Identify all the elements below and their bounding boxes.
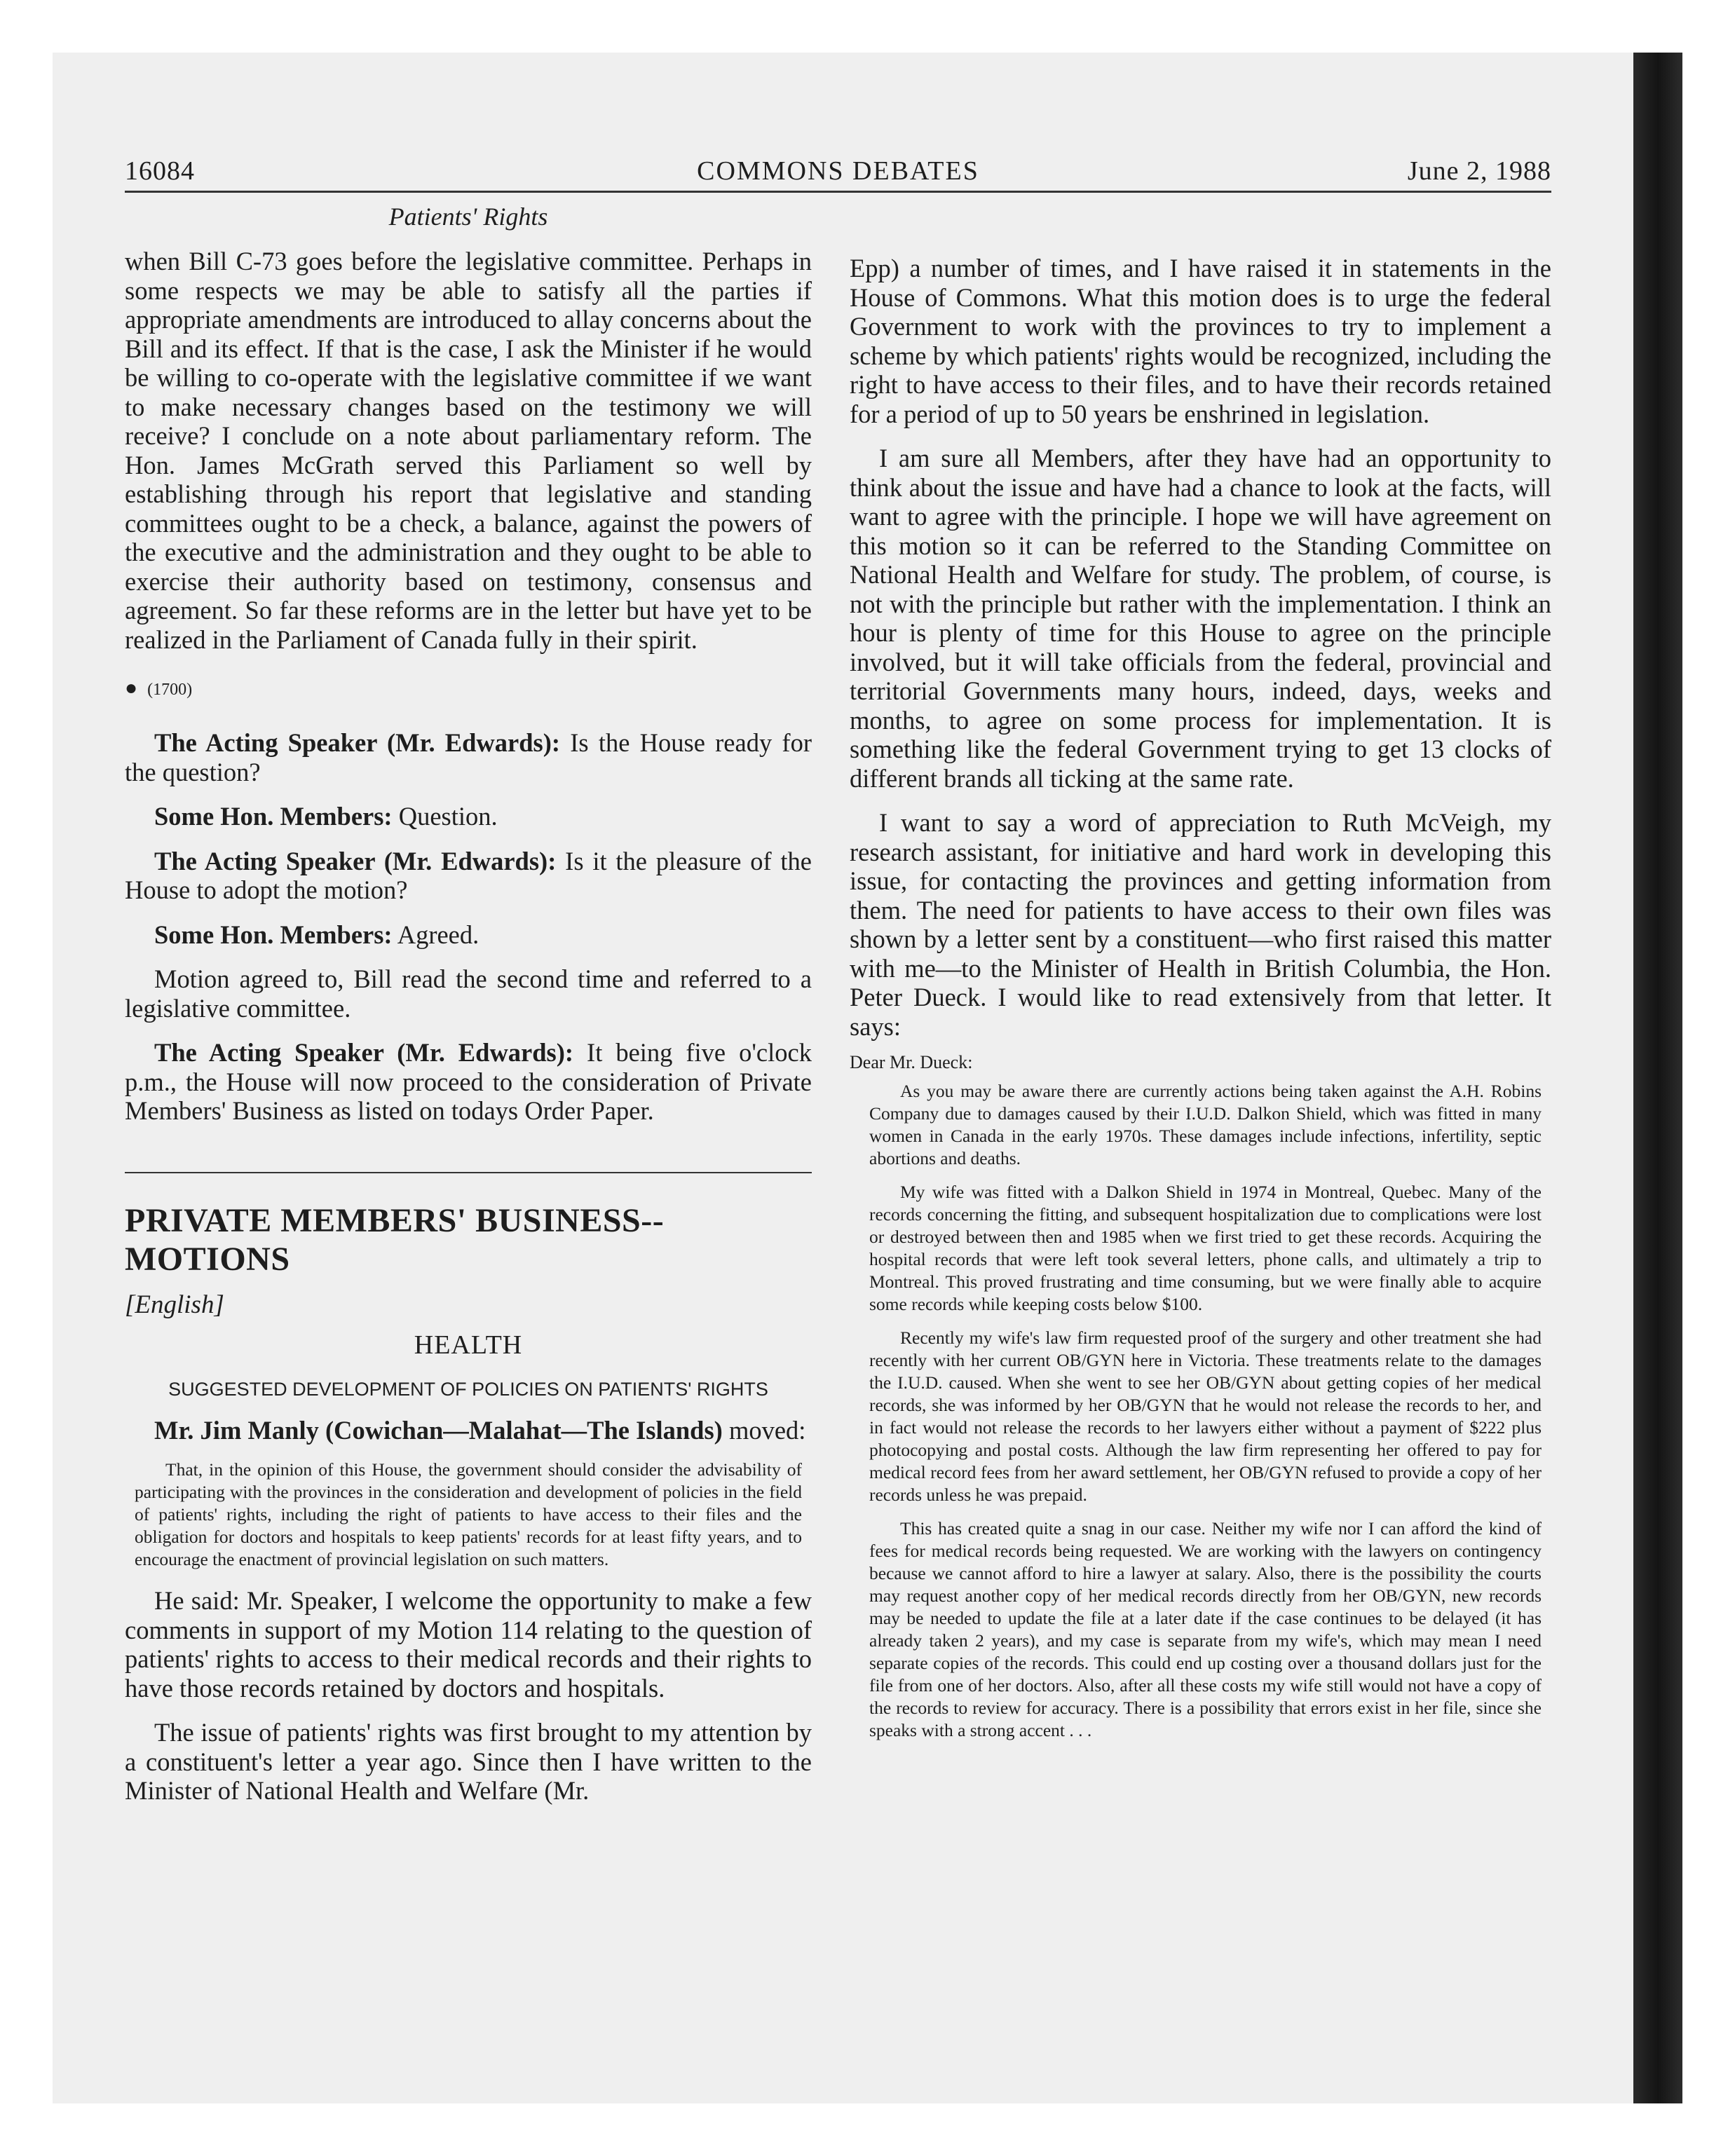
speaker-name: Some Hon. Members: xyxy=(154,920,393,949)
page-number: 16084 xyxy=(125,156,195,186)
letter-paragraph: Recently my wife's law firm requested proof of the surgery and other treatment she had recently with her current OB/GYN here in Victoria. These treatments relate to the damages the I.U.D. caused. When she went to see her OB/GYN about getting copies of her medical records, she was informed by her OB/GYN that he would not release the records to her, and in fact would not release the records to her lawyers either without a payment of $222 plus photocopying and postal costs. Although the law firm representing her offered to pay for medical record fees from her award settlement, her OB/GYN refused to provide a copy of her records unless he was prepaid. xyxy=(869,1328,1542,1505)
subtopic-heading: SUGGESTED DEVELOPMENT OF POLICIES ON PATIENTS' RIGHTS xyxy=(168,1378,768,1400)
speaker-paragraph xyxy=(125,847,812,905)
paragraph: He said: Mr. Speaker, I welcome the opportunity to make a few comments in support of my Motion 114 relating to the question of patients' rights to access to their medical records and their rights to have those records retained by doctors and hospitals. xyxy=(125,1586,812,1703)
speaker-name: The Acting Speaker (Mr. Edwards): xyxy=(154,728,561,757)
paragraph: I want to say a word of appreciation to Ruth McVeigh, my research assistant, for initiative and hard work in developing this issue, for contacting the provinces and getting information from them. The need for patients to have access to their own files was shown by a letter sent by a constituent—who first raised this matter with me—to the Minister of Health in British Columbia, the Hon. Peter Dueck. I would like to read extensively from that letter. It says: xyxy=(850,808,1551,1041)
moved-text: moved: xyxy=(722,1415,806,1445)
letter-paragraph: This has created quite a snag in our case. Neither my wife nor I can afford the kind of fees for medical records being requested. We are working with the lawyers on contingency because we cannot afford to hire a lawyer at salary. Also, there is the possibility the courts may request another copy of her medical records directly from her OB/GYN, new records may be needed to update the file at a later date if the case continues to be delayed (it has already taken 2 years), and my case is separate from my wife's, which may mean I need separate copies of the records. This could end up costing over a thousand dollars just for the file from one of her doctors. Also, after all these costs my wife still would not have a copy of the records to review for accuracy. There is a possibility that errors exist in her file, since she speaks with a strong accent . . . xyxy=(869,1518,1542,1740)
right-column xyxy=(850,254,1551,1742)
speaker-paragraph xyxy=(125,802,812,831)
section-heading: PRIVATE MEMBERS' BUSINESS--MOTIONS xyxy=(125,1201,665,1278)
letter-paragraph: As you may be aware there are currently actions being taken against the A.H. Robins Company due to damages caused by their I.U.D. Dalkon Shield, which was fitted in many women in Canada in the early 1970s. These damages include infections, infertility, septic abortions and deaths. xyxy=(869,1081,1542,1168)
publication-title: COMMONS DEBATES xyxy=(697,156,979,186)
paragraph: Motion agreed to, Bill read the second time and referred to a legislative committee. xyxy=(125,964,812,1023)
paragraph: The issue of patients' rights was first brought to my attention by a constituent's letter a year ago. Since then I have written to the Minister of National Health and Welfare (Mr. xyxy=(125,1718,812,1805)
paragraph: I am sure all Members, after they have had an opportunity to think about the issue and have had a chance to look at the facts, will want to agree with the principle. I hope we will have agreement on this motion so it can be referred to the Standing Committee on National Health and Welfare for study. The problem, of course, is not with the principle but rather with the implementation. I think an hour is plenty of time for this House to agree on the principle involved, but it will take officials from the federal, provincial and territorial Governments many hours, indeed, days, weeks and months, to agree on some process for implementation. It is something like the federal Government trying to get 13 clocks of different brands all ticking at the same rate. xyxy=(850,444,1551,793)
speech-text: Is it the pleasure of the House to adopt the motion? xyxy=(125,846,812,904)
publication-date: June 2, 1988 xyxy=(1407,156,1551,186)
letter-paragraph: My wife was fitted with a Dalkon Shield in 1974 in Montreal, Quebec. Many of the records concerning the fitting, and subsequent hospitalization due to complications were lost or destroyed between then and 1985 when we first tried to get these records. Acquiring the hospital records that were left took several letters, phone calls, and ultimately a trip to Montreal. This proved frustrating and time consuming, but we were finally able to acquire some records while keeping costs below $100. xyxy=(869,1182,1542,1314)
time-stamp: (1700) xyxy=(147,681,193,699)
speech-text: Question. xyxy=(392,802,498,831)
speech-text: It being five o'clock p.m., the House will now proceed to the consideration of Private Members' Business as listed on todays Order Paper. xyxy=(125,1038,812,1125)
running-title: Patients' Rights xyxy=(388,203,548,231)
letter-salutation: Dear Mr. Dueck: xyxy=(850,1052,973,1072)
speech-text: Agreed. xyxy=(392,920,479,949)
bullet-icon: ● xyxy=(125,676,138,700)
motion-text: That, in the opinion of this House, the government should consider the advisability of participating with the provinces in the consideration and development of policies in the field of patients' rights, including the right of patients to have access to their files and the obligation for doctors and hospitals to keep patients' records for at least fifty years, and to encourage the enactment of provincial legislation on such matters. xyxy=(135,1459,802,1569)
speaker-name: Some Hon. Members: xyxy=(154,802,393,831)
speaker-name: The Acting Speaker (Mr. Edwards): xyxy=(154,846,557,875)
mover-name: Mr. Jim Manly (Cowichan—Malahat—The Islands) xyxy=(154,1415,723,1445)
paragraph: Epp) a number of times, and I have raised it in statements in the House of Commons. What this motion does is to urge the federal Government to work with the provinces to try to implement a scheme by which patients' rights would be recognized, including the right to have access to their files, and to have their records retained for a period of up to 50 years be enshrined in legislation. xyxy=(850,254,1551,428)
time-marker xyxy=(125,676,812,700)
speaker-paragraph xyxy=(125,920,812,950)
section-divider xyxy=(125,1172,812,1173)
speaker-name: The Acting Speaker (Mr. Edwards): xyxy=(154,1038,574,1067)
speaker-paragraph xyxy=(125,1038,812,1126)
language-note: [English] xyxy=(125,1290,224,1319)
page-header xyxy=(125,154,1551,193)
mover-paragraph xyxy=(125,1416,812,1445)
speaker-paragraph xyxy=(125,728,812,786)
paragraph: when Bill C-73 goes before the legislative committee. Perhaps in some respects we may be able to satisfy all the parties if appropriate amendments are introduced to allay concerns about the Bill and its effect. If that is the case, I ask the Minister if he would be willing to co-operate with the legislative committee if we want to make necessary changes based on the testimony we will receive? I conclude on a note about parliamentary reform. The Hon. James McGrath served this Parliament so well by establishing through his report that legislative and standing committees ought to be a check, a balance, against the powers of the executive and the administration and they ought to be able to exercise their authority based on testimony, consensus and agreement. So far these reforms are in the letter but have yet to be realized in the Parliament of Canada fully in their spirit. xyxy=(125,247,812,654)
speech-text: Is the House ready for the question? xyxy=(125,728,812,786)
scan-binding-edge xyxy=(1633,53,1682,2103)
topic-heading: HEALTH xyxy=(414,1330,523,1360)
left-column xyxy=(125,247,812,1806)
